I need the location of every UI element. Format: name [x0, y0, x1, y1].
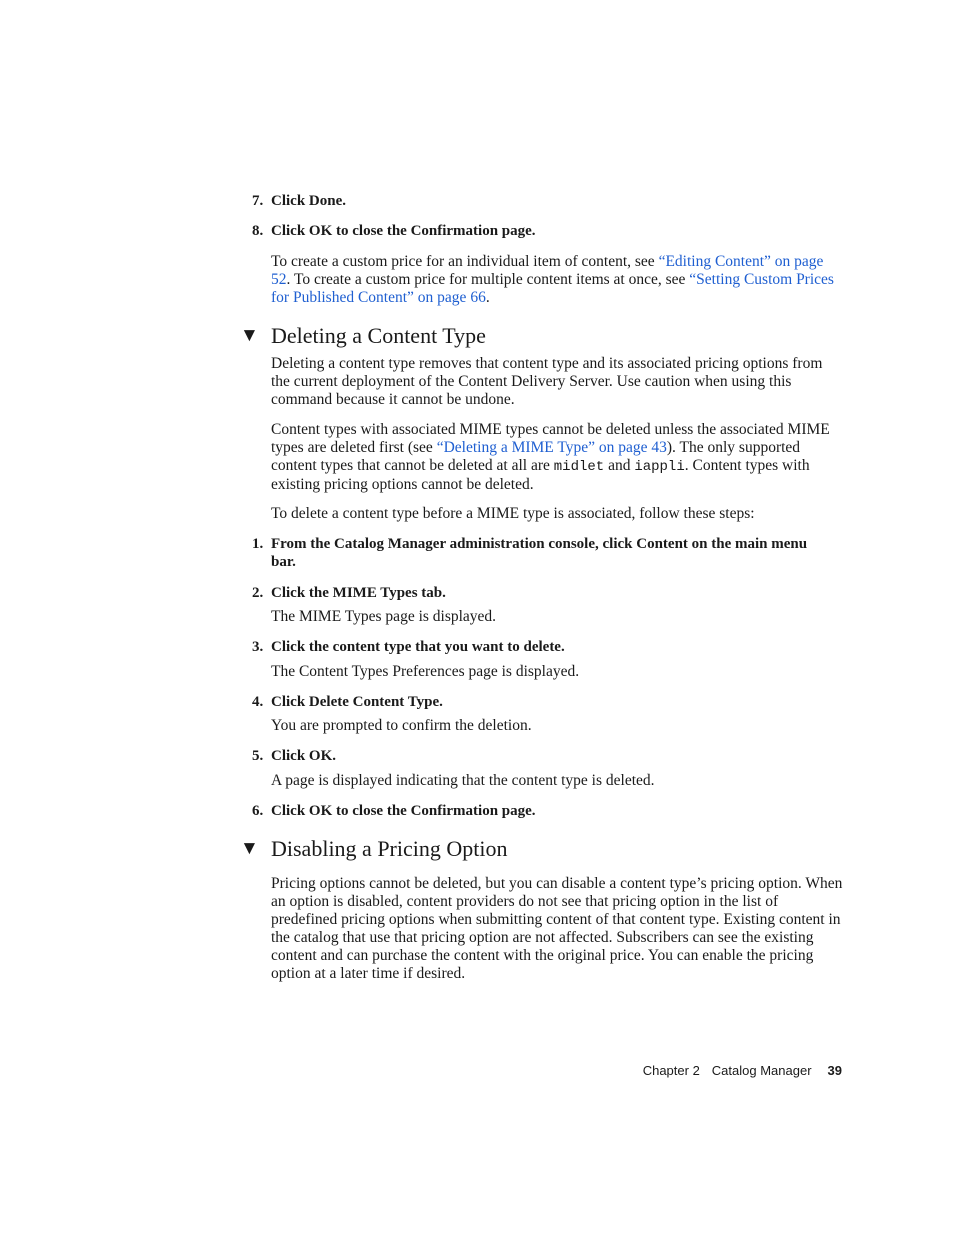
step-5-result: A page is displayed indicating that the content type is deleted. — [271, 772, 655, 789]
section1-paragraph-3: To delete a content type before a MIME type is associated, follow these steps: — [271, 505, 755, 522]
section-title: Deleting a Content Type — [271, 323, 486, 348]
paragraph-text: . To create a custom price for multiple content items at once, see — [286, 271, 690, 288]
step-number: 2. — [252, 585, 264, 601]
step-text: Click OK to close the Confirmation page. — [271, 223, 536, 239]
step-text: Click the content type that you want to delete. — [271, 639, 565, 655]
step-number: 1. — [252, 536, 264, 552]
step-text: From the Catalog Manager administration console, click Content on the main menu bar. — [271, 536, 808, 570]
link-editing-content[interactable]: “Editing Content” on page 52 — [271, 253, 824, 288]
step-text: Click Delete Content Type. — [271, 694, 443, 710]
page-number: 39 — [827, 1063, 842, 1078]
paragraph-text: . Content types with existing pricing options cannot be deleted. — [271, 457, 810, 493]
step-number: 7. — [252, 193, 264, 209]
link-deleting-mime-type[interactable]: “Deleting a MIME Type” on page 43 — [436, 439, 667, 456]
step-text: Click Done. — [271, 193, 346, 209]
step-number: 4. — [252, 694, 264, 710]
paragraph-text: ). The only supported content types that cannot be deleted at all are — [271, 439, 801, 474]
footer-chapter-title: Catalog Manager — [711, 1063, 812, 1078]
triangle-marker-icon: ▼ — [240, 325, 259, 346]
step-2-result: The MIME Types page is displayed. — [271, 608, 497, 625]
section1-paragraph-2 — [271, 421, 843, 494]
paragraph-text: To create a custom price for an individual item of content, see — [271, 253, 659, 270]
section2-paragraph-1: Pricing options cannot be deleted, but you can disable a content type’s pricing option. When an option is disabled, content providers do not see that pricing option in the list of predefined pricing options when submitting content of that content type. Existing content in the catalog that use that pricing option are not affected. Subscribers can see the existing content and can purchase the content with the original price. You can enable the pricing option at a later time if desired. — [271, 875, 843, 982]
paragraph-text: Content types with associated MIME types cannot be deleted unless the associated MIME types are deleted first (see — [271, 421, 830, 456]
step-number: 6. — [252, 803, 264, 819]
custom-price-paragraph — [271, 253, 843, 307]
step-text: Click the MIME Types tab. — [271, 585, 446, 601]
step-text: Click OK to close the Confirmation page. — [271, 803, 536, 819]
step-text: Click OK. — [271, 748, 337, 764]
step-number: 8. — [252, 223, 264, 239]
code-midlet: midlet — [553, 459, 605, 475]
code-iappli: iappli — [634, 459, 685, 475]
page-footer — [643, 1063, 842, 1078]
paragraph-text: . — [485, 289, 490, 306]
step-number: 3. — [252, 639, 264, 655]
paragraph-text: and — [604, 457, 635, 474]
step-number: 5. — [252, 748, 264, 764]
section1-paragraph-1: Deleting a content type removes that content type and its associated pricing options from the current deployment of the Content Delivery Server. Use caution when using this command because it cannot be undone. — [271, 355, 823, 408]
section-title: Disabling a Pricing Option — [271, 836, 508, 861]
step-4-result: You are prompted to confirm the deletion. — [271, 717, 532, 734]
footer-chapter: Chapter 2 — [642, 1063, 700, 1078]
link-setting-custom-prices[interactable]: “Setting Custom Prices for Published Content” on page 66 — [271, 271, 834, 306]
triangle-marker-icon: ▼ — [240, 838, 259, 859]
step-3-result: The Content Types Preferences page is displayed. — [271, 663, 580, 680]
